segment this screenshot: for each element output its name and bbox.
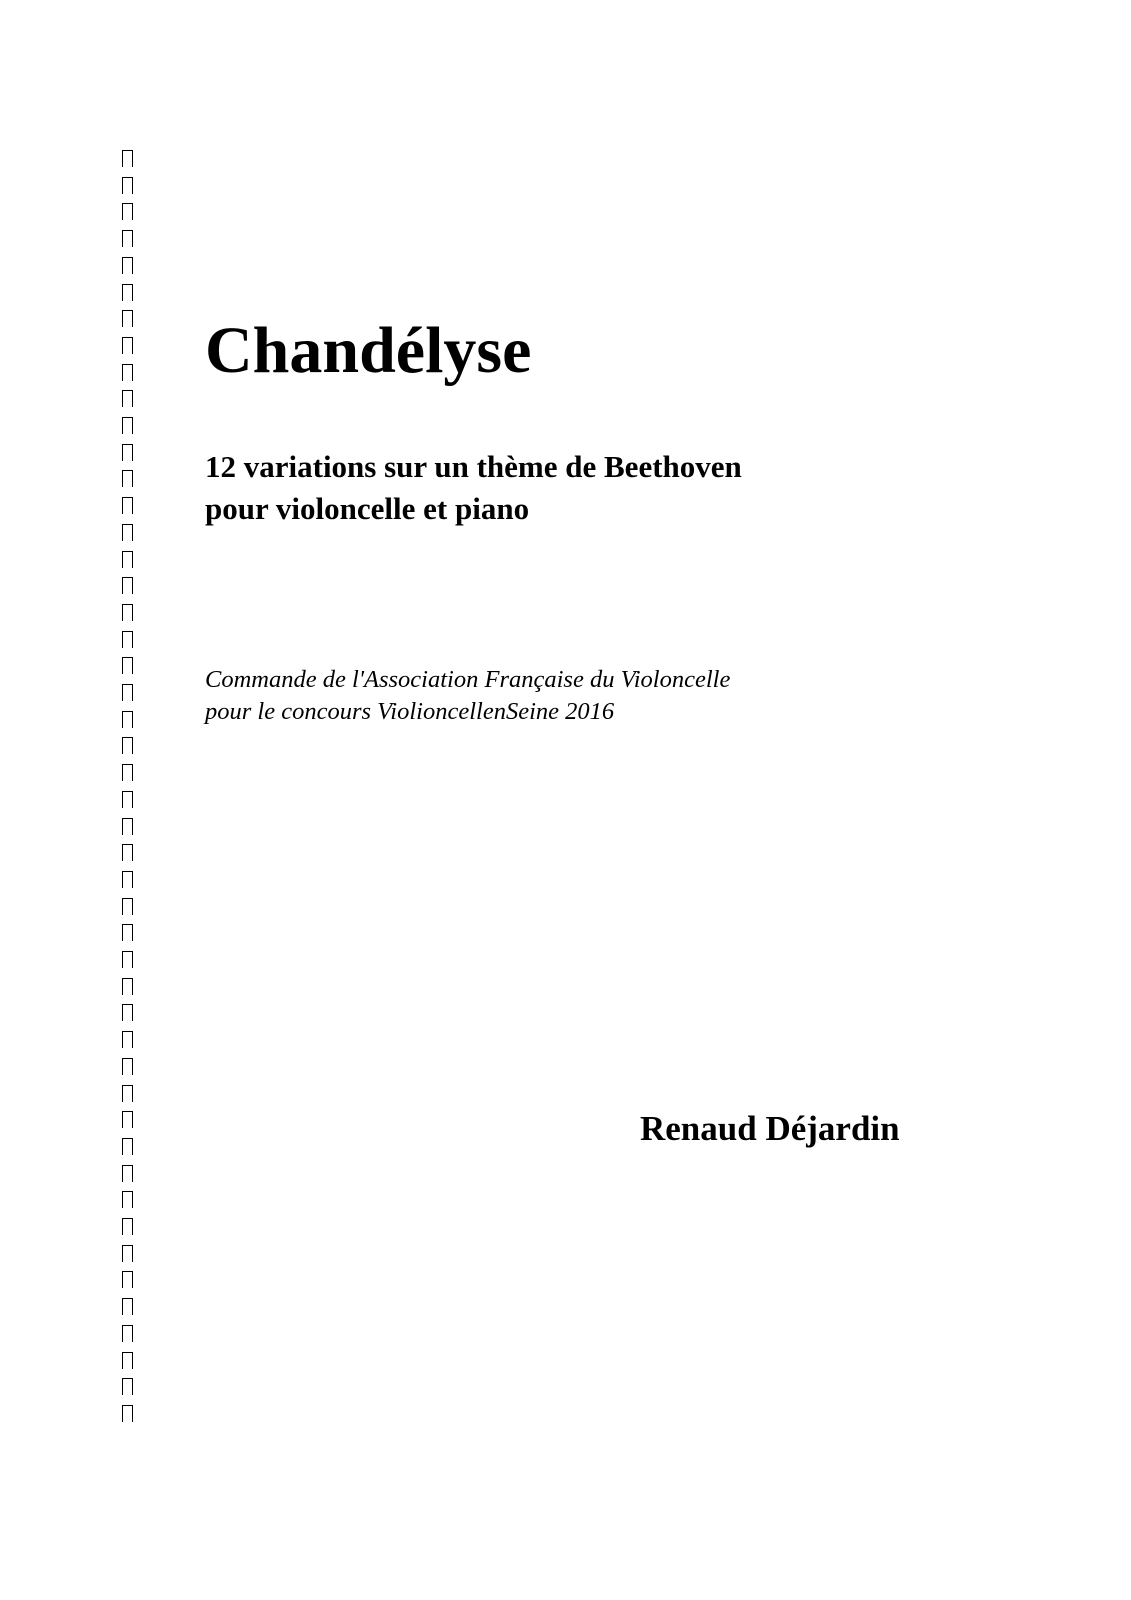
subtitle-line-1: 12 variations sur un thème de Beethoven	[205, 449, 742, 484]
margin-glyph-mark	[122, 657, 133, 674]
margin-glyph-mark	[122, 337, 133, 354]
margin-glyph-mark	[122, 871, 133, 888]
margin-glyph-mark	[122, 1165, 133, 1182]
margin-glyph-mark	[122, 230, 133, 247]
margin-glyph-mark	[122, 417, 133, 434]
margin-glyph-mark	[122, 1031, 133, 1048]
margin-glyph-mark	[122, 1405, 133, 1422]
margin-glyph-mark	[122, 1378, 133, 1395]
margin-glyph-mark	[122, 364, 133, 381]
margin-glyph-mark	[122, 951, 133, 968]
margin-glyph-mark	[122, 1058, 133, 1075]
margin-glyph-mark	[122, 684, 133, 701]
document-title: Chandélyse	[205, 314, 532, 387]
margin-glyph-mark	[122, 791, 133, 808]
author-name: Renaud Déjardin	[640, 1109, 900, 1148]
commission-note	[205, 664, 730, 728]
margin-glyph-mark	[122, 177, 133, 194]
margin-glyph-mark	[122, 818, 133, 835]
commission-line-2: pour le concours ViolioncellenSeine 2016	[205, 698, 615, 725]
document-subtitle	[205, 446, 742, 530]
margin-glyph-mark	[122, 978, 133, 995]
left-margin-glyph-column	[122, 150, 142, 1430]
margin-glyph-mark	[122, 898, 133, 915]
margin-glyph-mark	[122, 1298, 133, 1315]
margin-glyph-mark	[122, 1111, 133, 1128]
margin-glyph-mark	[122, 1085, 133, 1102]
margin-glyph-mark	[122, 284, 133, 301]
margin-glyph-mark	[122, 1138, 133, 1155]
commission-line-1: Commande de l'Association Française du Violoncelle	[205, 666, 731, 693]
margin-glyph-mark	[122, 310, 133, 327]
margin-glyph-mark	[122, 1245, 133, 1262]
margin-glyph-mark	[122, 524, 133, 541]
margin-glyph-mark	[122, 604, 133, 621]
margin-glyph-mark	[122, 470, 133, 487]
margin-glyph-mark	[122, 844, 133, 861]
margin-glyph-mark	[122, 444, 133, 461]
margin-glyph-mark	[122, 924, 133, 941]
margin-glyph-mark	[122, 257, 133, 274]
margin-glyph-mark	[122, 390, 133, 407]
margin-glyph-mark	[122, 631, 133, 648]
margin-glyph-mark	[122, 711, 133, 728]
margin-glyph-mark	[122, 150, 133, 167]
margin-glyph-mark	[122, 1004, 133, 1021]
margin-glyph-mark	[122, 1271, 133, 1288]
margin-glyph-mark	[122, 497, 133, 514]
margin-glyph-mark	[122, 764, 133, 781]
margin-glyph-mark	[122, 551, 133, 568]
margin-glyph-mark	[122, 1218, 133, 1235]
margin-glyph-mark	[122, 203, 133, 220]
margin-glyph-mark	[122, 737, 133, 754]
margin-glyph-mark	[122, 577, 133, 594]
margin-glyph-mark	[122, 1352, 133, 1369]
margin-glyph-mark	[122, 1191, 133, 1208]
margin-glyph-mark	[122, 1325, 133, 1342]
subtitle-line-2: pour violoncelle et piano	[205, 491, 530, 526]
